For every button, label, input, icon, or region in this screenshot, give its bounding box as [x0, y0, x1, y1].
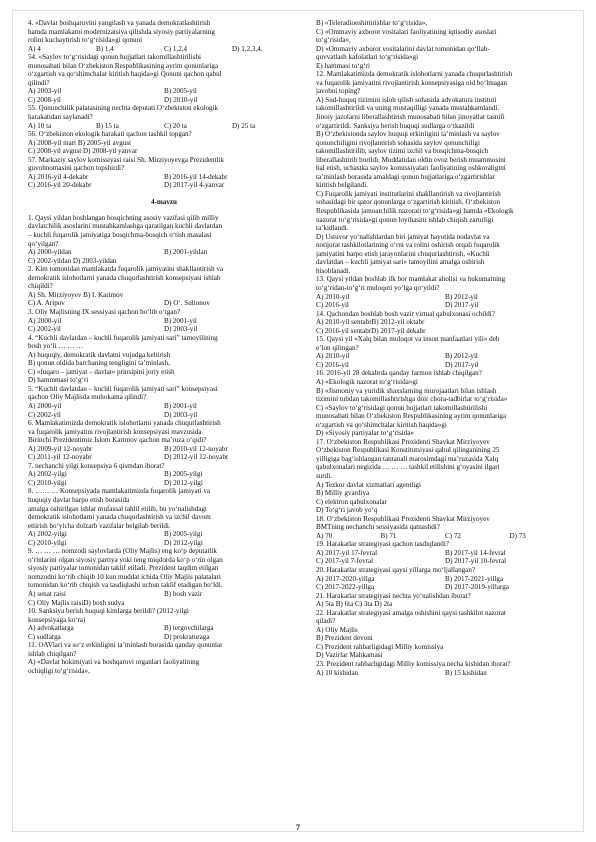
text-line: surdi.	[316, 471, 332, 480]
answer-options-row	[316, 293, 574, 302]
text-line: 14. Qachondan boshlab bosh vazir virtual qabulxonasi ochildi?	[316, 309, 495, 318]
text-line: O‘zbekiston Respublikasi Konstitutsiyasi qabul qilinganining 25	[316, 446, 500, 455]
text-line: A) 2010-yil sentabrB) 2012-yil oktabr	[316, 318, 425, 327]
text-line: munosabati bilan O‘zbekiston Respublikasining ayrim qonunlariga	[316, 412, 507, 421]
answer-option: B) 2017-2021-yillga	[445, 574, 504, 583]
answer-option: B) 2005-yilgi	[164, 470, 203, 479]
text-line: A) Sh. Mirziyoyev B) I. Karimov	[28, 290, 124, 299]
answer-option: D) 2017-yil	[445, 301, 479, 310]
answer-option: B) 2001-yil	[164, 316, 197, 325]
answer-options-row	[28, 317, 300, 326]
text-line: o‘zgartish va qo‘shimchalar kiritish haqida»gi	[316, 420, 447, 429]
answer-options-row	[28, 45, 300, 54]
text-line: 22. Harakatlar strategiyasi amalga oshishini qaysi tashkilot nazorat	[316, 608, 506, 617]
text-line: to‘g‘ridan-to‘g‘ri muloqoti yo‘lga qo‘yildi?	[316, 283, 440, 292]
text-line: 18. O‘zbekiston Respublikasi Prezidenti Shavkat Mirziyoyev	[316, 514, 490, 523]
answer-option: A) 2002-yilgi	[28, 530, 67, 539]
text-line: 9. … … … nomzodi saylovlarda (Oliy Majlis) eng ko‘p deputatlik	[28, 547, 217, 556]
text-line: C) «Ommaviy axborot vositalari faoliyatining iqtisodiy asoslari	[316, 27, 497, 36]
text-line: ochiqligi to‘g‘risida»,	[28, 666, 90, 675]
answer-option: B) 15 kishidan	[445, 668, 487, 677]
answer-options-row	[28, 87, 300, 96]
text-line: nazorat to‘g‘risida»gi qonun loyihasini ishlab chiqish zarurligi	[316, 215, 494, 224]
text-line: munosabati bilan O‘zbekiston Respublikasining ayrim qonunlariga	[28, 61, 219, 70]
answer-options-row	[28, 624, 300, 633]
answer-option: A) 70	[316, 531, 333, 540]
text-line: 7. nechanchi yilgi konsepsiya 6 qismdan iborat?	[28, 461, 165, 470]
answer-option: B) 15 ta	[96, 121, 119, 130]
text-line: A) «Davlat hokimiyati va boshqaruvi organlari faoliyatining	[28, 658, 200, 667]
answer-options-row	[316, 557, 574, 566]
text-line: bosh yo‘li … … …	[28, 342, 84, 351]
answer-option: D) 1,2,3,4.	[232, 44, 263, 53]
right-column	[316, 19, 574, 677]
text-line: 1. Qaysi yildan boshlangan bosqichning asosiy vazifasi qilib milliy	[28, 213, 219, 222]
answer-option: C) A. Aripov	[28, 299, 65, 308]
text-line: hal etish, uchastka saylov komissiyalari faoliyatining oshkoraligini	[316, 164, 506, 173]
text-line: qilindi?	[28, 78, 50, 87]
text-line: 19. Harakatlar strategiyasi qachon tasdiqlandi?	[316, 540, 449, 549]
answer-option: A) 10 ta	[28, 121, 52, 130]
text-line: hamda mamlakatni modernizatsiya qilishda siyosiy partiyalarning	[28, 27, 215, 36]
text-line: tomonidan ko‘rib chiqish va tasdiqlashi uchun taklif etadigan bo‘ldi.	[28, 581, 223, 590]
text-line: chiqildi?	[28, 282, 53, 291]
answer-option: D) 25 ta	[232, 121, 256, 130]
answer-option: C) 2008-yil	[28, 95, 61, 104]
answer-option: D) 2017-yil 10-fevral	[445, 557, 507, 566]
answer-options-row	[28, 479, 300, 488]
text-line: 13. Qaysi yildan boshlab ilk bor mamlakat aholisi va hukumatning	[316, 275, 506, 284]
answer-options-row	[28, 590, 300, 599]
answer-option: C) 2017-yil 7-fevral	[316, 557, 374, 566]
text-line: B) O‘zbekistonda saylov huquqi erkinligini ta’minlash va saylov	[316, 130, 500, 139]
text-line: jamiyatini barpo etish jarayonlarini chuqurlashtirish, «Kuchli	[316, 249, 490, 258]
answer-option: A) 2017-2020-yillga	[316, 574, 375, 583]
answer-option: C) 2002-yil	[28, 325, 61, 334]
text-line: o‘zgartish va qo‘shimchalar kiritish haqida»gi Qonuni qachon qabul	[28, 70, 222, 79]
text-line: guvohnomasini qachon topshirdi?	[28, 164, 125, 173]
answer-option: C) 2011-yil 12-noyabr	[28, 453, 92, 462]
answer-option: A) 2010-yil	[316, 352, 350, 361]
text-line: E) hammasi to‘g‘ri	[316, 61, 370, 70]
text-line: D) «Siyosiy partiyalar to‘g‘risida»	[316, 429, 414, 438]
answer-options-row	[28, 325, 300, 334]
answer-option: B) 2017-yil 14-fevral	[445, 548, 506, 557]
text-line: C) 2008-yil avgust D) 2008-yil yanvar	[28, 147, 138, 156]
text-line: amalga oshirilgan ishlar mufassal tahlil etilib, bu yo‘nalishdagi	[28, 504, 207, 513]
answer-option: D) 2003-yil	[164, 325, 198, 334]
answer-option: C) 72	[445, 531, 461, 540]
text-line: 3. Oliy Majlisning IX sessiyasi qachon bo‘lib o‘tgan?	[28, 307, 181, 316]
text-line: 20. Harakatlar strategiyasi qaysi yillarga mo‘ljallangan?	[316, 566, 476, 574]
text-line: kiritish belgilandi.	[316, 181, 369, 190]
answer-option: A) 4	[28, 44, 41, 53]
text-line: quvvatlash kafolatlari to‘g‘risida»gi	[316, 53, 419, 62]
text-line: qabulxonalari negizida … … … tashkil etilishini g‘oyasini ilgari	[316, 463, 500, 472]
text-line: 55. Qonunchilik palatasining nechta deputati O‘zbekiston ekologik	[28, 104, 219, 113]
answer-option: B) 2016-yil 14-dekabr	[164, 172, 228, 181]
text-line: D) Vazirlar Mahkamasi	[316, 651, 383, 660]
text-line: A) Sud-huquq tizimini isloh qilish sohasida advokatura instituti	[316, 95, 497, 104]
answer-option: C) sudlarga	[28, 632, 61, 641]
text-line: D) Ustuvor yo‘nalishlardan biri jamiyat hayotida nodavlat va	[316, 232, 490, 241]
spacer	[28, 190, 300, 194]
text-line: siyosiy partiyalar tomonidan taklif etiladi. Prezident taqdim etilgan	[28, 564, 219, 573]
answer-options-row	[28, 453, 300, 462]
text-line: 21. Harakatlar strategiyasi nechta yo‘nalishdan iborat?	[316, 591, 471, 600]
text-line: ta’minlash borasida amaldagi qonun hujjatlariga o‘zgartirishlar	[316, 172, 496, 181]
text-line: Birinchi Prezidentimiz Islom Karimov qachon ma’ruza o‘qidi?	[28, 436, 207, 445]
answer-option: A) 2000-yildan	[28, 248, 72, 257]
text-line: D) To‘g‘ri javob yo‘q	[316, 506, 378, 515]
text-line: qiladi?	[316, 617, 336, 626]
text-line: B) «Jismoniy va yuridik shaxslarning murojaatlari bilan ishlash	[316, 386, 497, 395]
answer-option: D) 2010-yil	[164, 95, 198, 104]
text-line: C) elektron qabulxonalar	[316, 497, 387, 506]
text-line: ishlab chiqilgan?	[28, 649, 77, 658]
text-line: va fuqarolik jamiyatini rivojlantirish konsepsiyasi mavzusida	[28, 427, 202, 436]
answer-option: A) senat raisi	[28, 590, 66, 598]
text-line: to‘g‘risida»,	[316, 36, 351, 45]
answer-option: D) 2017-yil 4-yanvar	[164, 181, 225, 190]
text-line: 4. “Kuchli davlatdan – kuchli fuqarolik jamiyati sari” tamoyilining	[28, 333, 218, 342]
text-line: D) «Ommaviy axborot vositalarini davlat tomonidan qo‘llab-	[316, 44, 490, 53]
text-line: C) «fuqaro – jamiyat – davlat» prinsipini joriy etish	[28, 367, 175, 376]
answer-options-row	[28, 96, 300, 105]
text-line: 23. Prezident rahbarligidagi Milliy komissiya necha kishidan iborat?	[316, 660, 511, 669]
text-line: A) «Ekologik nazorat to‘g‘risida»gi	[316, 377, 418, 386]
text-line: A) 5ta B) 6ta C) 3ta D) 2ta	[316, 600, 393, 609]
answer-option: D) prokraturaga	[164, 632, 210, 641]
text-line: – kuchli fuqarolik jamiyatiga bosqichma-bosqich o‘tish masalasi	[28, 231, 212, 240]
text-line: BMTning nechanchi sessiyasida qatnashdi?	[316, 523, 440, 532]
text-line: nomzodni ko‘rib chiqib 10 kun muddat ichida Oliy Majlis palatalari	[28, 572, 221, 581]
answer-option: A) 2000-yil	[28, 401, 62, 410]
answer-options-row	[316, 361, 574, 370]
text-line: 6. Mamlakatimizda demokratik islohotlarni yanada chuqurlashtirish	[28, 419, 221, 428]
answer-option: C) 2010-yilgi	[28, 538, 67, 547]
text-line: javobni toping?	[316, 87, 361, 96]
answer-options-row	[28, 181, 300, 190]
section-heading: 4-mavzu	[150, 197, 177, 206]
text-line: notijorat tashkilotlarining o‘rni va rolini oshirish orqali fuqarolik	[316, 241, 500, 250]
answer-option: B) 2005-yilgi	[164, 530, 203, 539]
text-line: Jinoiy jazolarni liberallashtirish munosabati bilan jinoyatlar tasnifi	[316, 113, 505, 122]
left-column	[28, 19, 300, 675]
answer-option: D) 2003-yil	[164, 410, 198, 419]
text-line: harakatidan saylanadi?	[28, 113, 93, 122]
text-line: B) qonun oldida barchaning tengligini ta’minlash,	[28, 359, 170, 368]
text-line: 5. “Kuchli davlatdan – kuchli fuqarolik jamiyati sari” konsepsiyasi	[28, 384, 218, 393]
text-line: yilligiga bag‘ishlangan tantanali marosimdagi ma’ruzasida Xalq	[316, 454, 499, 463]
text-line: 56. O‘zbekiston ekologik harakati qachon tashkil topgan?	[28, 130, 192, 139]
text-line: C) Oliy Majlis raisiD) bosh sudya	[28, 598, 125, 607]
answer-option: C) 1,2,4	[164, 44, 188, 53]
text-line: tizimini tubdan takomillashtirishga doir chora-tadbirlar to‘g‘risida»	[316, 395, 508, 404]
answer-option: A) 2003-yil	[28, 87, 62, 96]
answer-option: C) 2002-yil	[28, 410, 61, 419]
answer-option: A) 2017-yil 17-fevral	[316, 548, 378, 557]
answer-options-row	[316, 549, 574, 558]
text-line: 57. Markaziy saylov komissiyasi raisi Sh. Mirziyoyevga Prezidentlik	[28, 155, 225, 164]
text-line: 8. …… … Konsepsiyada mamlakatimizda fuqarolik jamiyati va	[28, 487, 211, 496]
answer-options-row	[28, 445, 300, 454]
answer-option: D) 2012-yil 12-noyabr	[164, 453, 229, 462]
text-line: 2. Kim tomonidan mamlakatda fuqarolik jamiyatini shakllantirish va	[28, 265, 224, 274]
answer-option: B) 2005-yil	[164, 87, 197, 96]
answer-option: D) 2012-yilgi	[164, 538, 203, 547]
text-line: davlatchilik asoslarini mustahkamlashga qaratilgan kuchli davlatdan	[28, 222, 223, 231]
answer-options-row	[316, 669, 574, 678]
text-line: ta’kidlandi.	[316, 224, 349, 233]
answer-option: B) 2001-yil	[164, 401, 197, 410]
answer-option: C) 2010-yilgi	[28, 478, 67, 487]
answer-options-row	[316, 575, 574, 584]
text-line: demokratik islohotlarni yanada chuqurlashtirish va izchil davom	[28, 513, 211, 522]
answer-option: B) bosh vazir	[164, 590, 203, 598]
text-line: e’lon qilingan?	[316, 343, 359, 352]
answer-option: C) 2017-2022-yillga	[316, 583, 375, 592]
answer-option: B) 2012-yil	[445, 292, 478, 301]
text-line: davlatdan – kuchli jamiyat sari» tamoyilini amalga oshirish	[316, 258, 485, 267]
text-line: takomillashtirilib, saylov tizimi izchil va bosqichma-bosqich	[316, 147, 489, 156]
answer-option: D) O‘. Sultonov	[164, 299, 210, 308]
text-line: B) Prezident devoni	[316, 634, 373, 643]
answer-option: A) 2009-yil 12-noyabr	[28, 444, 93, 453]
text-line: huquqiy davlat barpo etish borasida	[28, 495, 130, 504]
text-line: Respublikasida jamoatchilik nazorati to‘g‘risida»gi hamda «Ekologik	[316, 207, 514, 216]
text-line: qachon Oliy Majlisda muhokama qilindi?	[28, 393, 147, 402]
answer-option: D) 2012-yilgi	[164, 478, 203, 487]
answer-option: A) 2000-yil	[28, 316, 62, 325]
text-line: A) Tezkor davlat xizmatlari agentligi	[316, 480, 421, 489]
page-number: 7	[296, 823, 300, 832]
text-line: 4. «Davlat boshqaruvini yangilash va yanada demokratlashtirish	[28, 19, 211, 27]
text-line: 10. Sanksiya berish huquqi kimlarga berildi? (2012-yilgi	[28, 607, 189, 616]
text-line: C) «Saylov to‘g‘risidagi qonun hujjatlari takomillashtirilishi	[316, 403, 488, 412]
answer-option: B) 2012-yil	[445, 352, 478, 361]
answer-option: D) 73	[509, 531, 526, 540]
answer-options-row	[316, 532, 574, 541]
answer-options-row	[316, 352, 574, 361]
answer-option: B) 71	[380, 531, 397, 540]
text-line: 15. Qaysi yil «Xalq bilan muloqot va inson manfaatlari yili» deb	[316, 335, 500, 344]
answer-option: A) advokatlarga	[28, 624, 74, 633]
answer-options-row	[28, 539, 300, 548]
text-line: 17. O‘zbekiston Respublikasi Prezidenti Shavkat Mirziyoyev	[316, 437, 490, 446]
text-line: takomillashtirildi va uning mustaqilligi yanada mustahkamlandi.	[316, 104, 500, 113]
answer-option: A) 2010-yil	[316, 292, 350, 301]
text-line: rolini kuchaytirish to‘g‘risida»gi qonuni	[28, 36, 143, 45]
answer-options-row	[316, 583, 574, 592]
text-line: 54. «Saylov to‘g‘risidagi qonun hujjatlari takomillashtirilishi	[28, 53, 201, 62]
text-line: A) 2008-yil mart B) 2005-yil avgust	[28, 138, 132, 147]
text-line: liberallashtirib borildi. Muddatidan oldin ovoz berish muammosini	[316, 155, 506, 164]
text-line: C) Fuqarolik jamiyati institutlarini shakllantirish va rivojlantirish	[316, 189, 501, 198]
text-line: A) huquqiy, demokratik davlatni vujudga keltirish	[28, 350, 171, 359]
text-line: 16. 2016-yil 28 dekabrda qanday farmon ishlab chiqilgan?	[316, 369, 482, 378]
text-line: C) 2016-yil sentabrD) 2017-yil dekabr	[316, 326, 426, 335]
text-line: konsepsiyaga ko‘ra)	[28, 615, 86, 624]
answer-option: B) tergovchilarga	[164, 624, 214, 633]
answer-option: A) 2016-yil 4-dekabr	[28, 172, 89, 181]
text-line: va fuqarolik jamiyatini rivojlantirish konsepsiyasiga oid bo‘lmagan	[316, 78, 508, 87]
text-line: A) Oliy Majlis	[316, 625, 358, 634]
answer-option: B) 2001-yildan	[164, 248, 208, 257]
answer-option: D) 2017-yil	[445, 360, 479, 369]
text-line: 11. OAVlari va so‘z erkinligini ta’minlash borasida qanday qonunlar	[28, 641, 223, 650]
answer-option: D) 2017-2019-yillarga	[445, 583, 509, 592]
text-line: qo‘yilgan?	[28, 239, 59, 248]
text-line: D) hammmasi to‘g‘ri	[28, 376, 89, 385]
text-line: ettirish bo‘yicha dolzarb vazifalar belgilab berildi.	[28, 521, 171, 530]
answer-option: C) 20 ta	[164, 121, 187, 130]
answer-option: B) 1,4	[96, 44, 114, 53]
answer-options-row	[28, 173, 300, 182]
answer-options-row	[28, 470, 300, 479]
answer-options-row	[316, 301, 574, 310]
text-line: o‘rinlarini olgan siyosiy partiya yoki teng miqdorda ko‘p o‘rin olgan	[28, 555, 223, 564]
text-line: demokratik islohotlarni yanada chuqurlashtirish konsepsiyasi ishlab	[28, 273, 221, 282]
answer-option: A) 2002-yilgi	[28, 470, 67, 479]
text-line: C) 2002-yildan D) 2003-yildan	[28, 256, 117, 265]
answer-option: A) 10 kishidan	[316, 668, 359, 677]
answer-options-row	[28, 402, 300, 411]
text-line: sohasidagi bir qator qonunlarga o‘zgartirish kiritish, O‘zbekiston	[316, 198, 501, 207]
answer-option: C) 2016-yil	[316, 360, 349, 369]
text-line: hisoblanadi.	[316, 266, 351, 275]
text-line: qonunchiligini rivojlantirish sohasida saylov qonunchiligi	[316, 138, 480, 147]
answer-options-row	[28, 299, 300, 308]
answer-options-row	[28, 633, 300, 642]
text-line: C) Prezident rahbarligidagi Milliy komissiya	[316, 642, 444, 651]
text-line: o‘zgartirildi. Sanksiya berish huquqi sudlarga o‘tkazildi	[316, 121, 475, 130]
text-line: 12. Mamlakatimizda demokratik islohotlarni yanada chuqurlashtirish	[316, 70, 513, 79]
answer-option: B) 2010-yil 12-noyabr	[164, 444, 228, 453]
answer-options-row	[28, 411, 300, 420]
answer-options-row	[28, 530, 300, 539]
answer-options-row	[28, 122, 300, 131]
answer-option: C) 2016-yil 20-dekabr	[28, 181, 92, 190]
answer-option: C) 2016-yil	[316, 301, 349, 310]
answer-options-row	[28, 248, 300, 257]
text-line: B) «Teleradioeshittirishlar to‘g‘risida»,	[316, 19, 428, 27]
text-line: B) Milliy gvardiya	[316, 489, 370, 498]
